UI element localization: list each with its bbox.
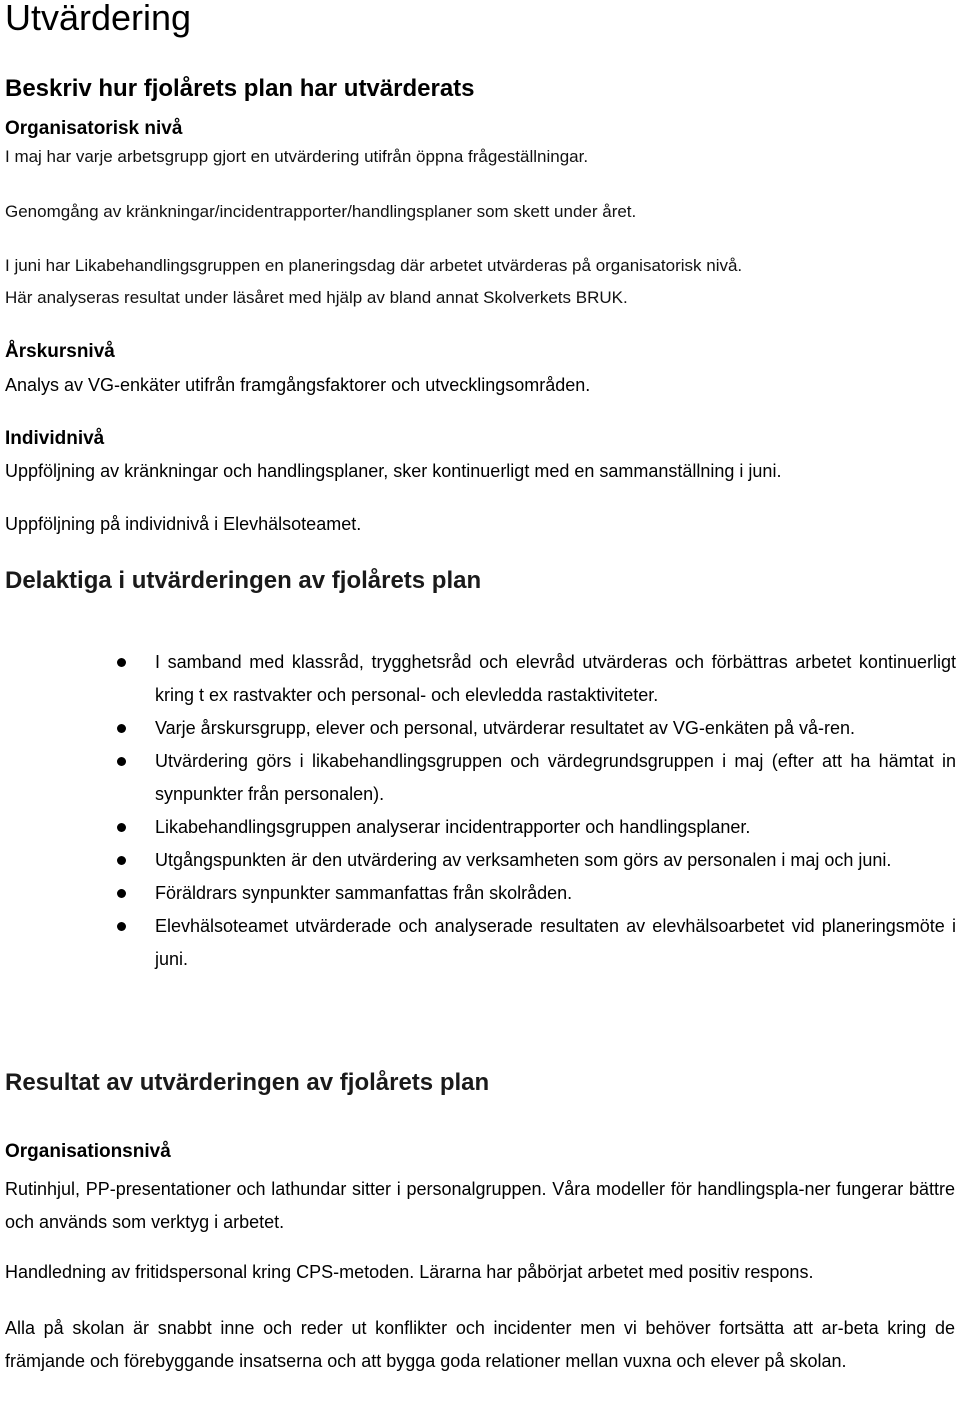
results-paragraph-2: Handledning av fritidspersonal kring CPS-metoden. Lärarna har påbörjat arbetet med positiv respons. xyxy=(5,1262,814,1282)
subheading-arskurs: Årskursnivå xyxy=(5,341,115,362)
participants-list xyxy=(0,646,960,976)
list-item: Varje årskursgrupp, elever och personal, utvärderar resultatet av VG-enkäten på vå-ren. xyxy=(0,712,960,745)
bullet-icon xyxy=(117,922,126,931)
list-item: I samband med klassråd, trygghetsråd och elevråd utvärderas och förbättras arbetet kontinuerligt kring t ex rastvakter och personal- och elevledda rastaktiviteter. xyxy=(0,646,960,712)
list-item: Utgångspunkten är den utvärdering av verksamheten som görs av personalen i maj och juni. xyxy=(0,844,960,877)
bullet-icon xyxy=(117,856,126,865)
page-title: Utvärdering xyxy=(5,0,192,38)
section-heading-evaluation: Beskriv hur fjolårets plan har utvärderats xyxy=(5,75,475,102)
section-heading-participants: Delaktiga i utvärderingen av fjolårets plan xyxy=(5,567,482,594)
subheading-organisatorisk: Organisatorisk nivå xyxy=(5,118,183,139)
bullet-icon xyxy=(117,889,126,898)
list-item: Utvärdering görs i likabehandlingsgruppen och värdegrundsgruppen i maj (efter att ha hämtat in synpunkter från personalen). xyxy=(0,745,960,811)
org-line-3: I juni har Likabehandlingsgruppen en planeringsdag där arbetet utvärderas på organisatorisk nivå. xyxy=(5,256,743,275)
list-item: Likabehandlingsgruppen analyserar incidentrapporter och handlingsplaner. xyxy=(0,811,960,844)
bullet-icon xyxy=(117,823,126,832)
org-line-4: Här analyseras resultat under läsåret med hjälp av bland annat Skolverkets BRUK. xyxy=(5,288,628,307)
individ-line-2: Uppföljning på individnivå i Elevhälsoteamet. xyxy=(5,514,362,534)
bullet-icon xyxy=(117,658,126,667)
results-paragraph-3: Alla på skolan är snabbt inne och reder ut konflikter och incidenter men vi behöver fortsätta att ar-beta kring de främjande och förebyggande insatserna och att bygga goda relationer mellan vuxna och elever på skolan. xyxy=(5,1318,955,1371)
results-paragraph-1: Rutinhjul, PP-presentationer och lathundar sitter i personalgruppen. Våra modeller för handlingspla-ner fungerar bättre och används som verktyg i arbetet. xyxy=(5,1179,955,1232)
org-line-1: I maj har varje arbetsgrupp gjort en utvärdering utifrån öppna frågeställningar. xyxy=(5,147,589,166)
subheading-individ: Individnivå xyxy=(5,428,105,449)
list-item: Elevhälsoteamet utvärderade och analyserade resultaten av elevhälsoarbetet vid planeringsmöte i juni. xyxy=(0,910,960,976)
section-heading-results: Resultat av utvärderingen av fjolårets plan xyxy=(5,1069,490,1096)
bullet-icon xyxy=(117,757,126,766)
individ-line-1: Uppföljning av kränkningar och handlingsplaner, sker kontinuerligt med en sammanställning i juni. xyxy=(5,461,782,481)
org-line-2: Genomgång av kränkningar/incidentrapporter/handlingsplaner som skett under året. xyxy=(5,202,637,221)
list-item: Föräldrars synpunkter sammanfattas från skolråden. xyxy=(0,877,960,910)
bullet-icon xyxy=(117,724,126,733)
subheading-organisation: Organisationsnivå xyxy=(5,1141,171,1162)
arskurs-text: Analys av VG-enkäter utifrån framgångsfaktorer och utvecklingsområden. xyxy=(5,375,591,395)
